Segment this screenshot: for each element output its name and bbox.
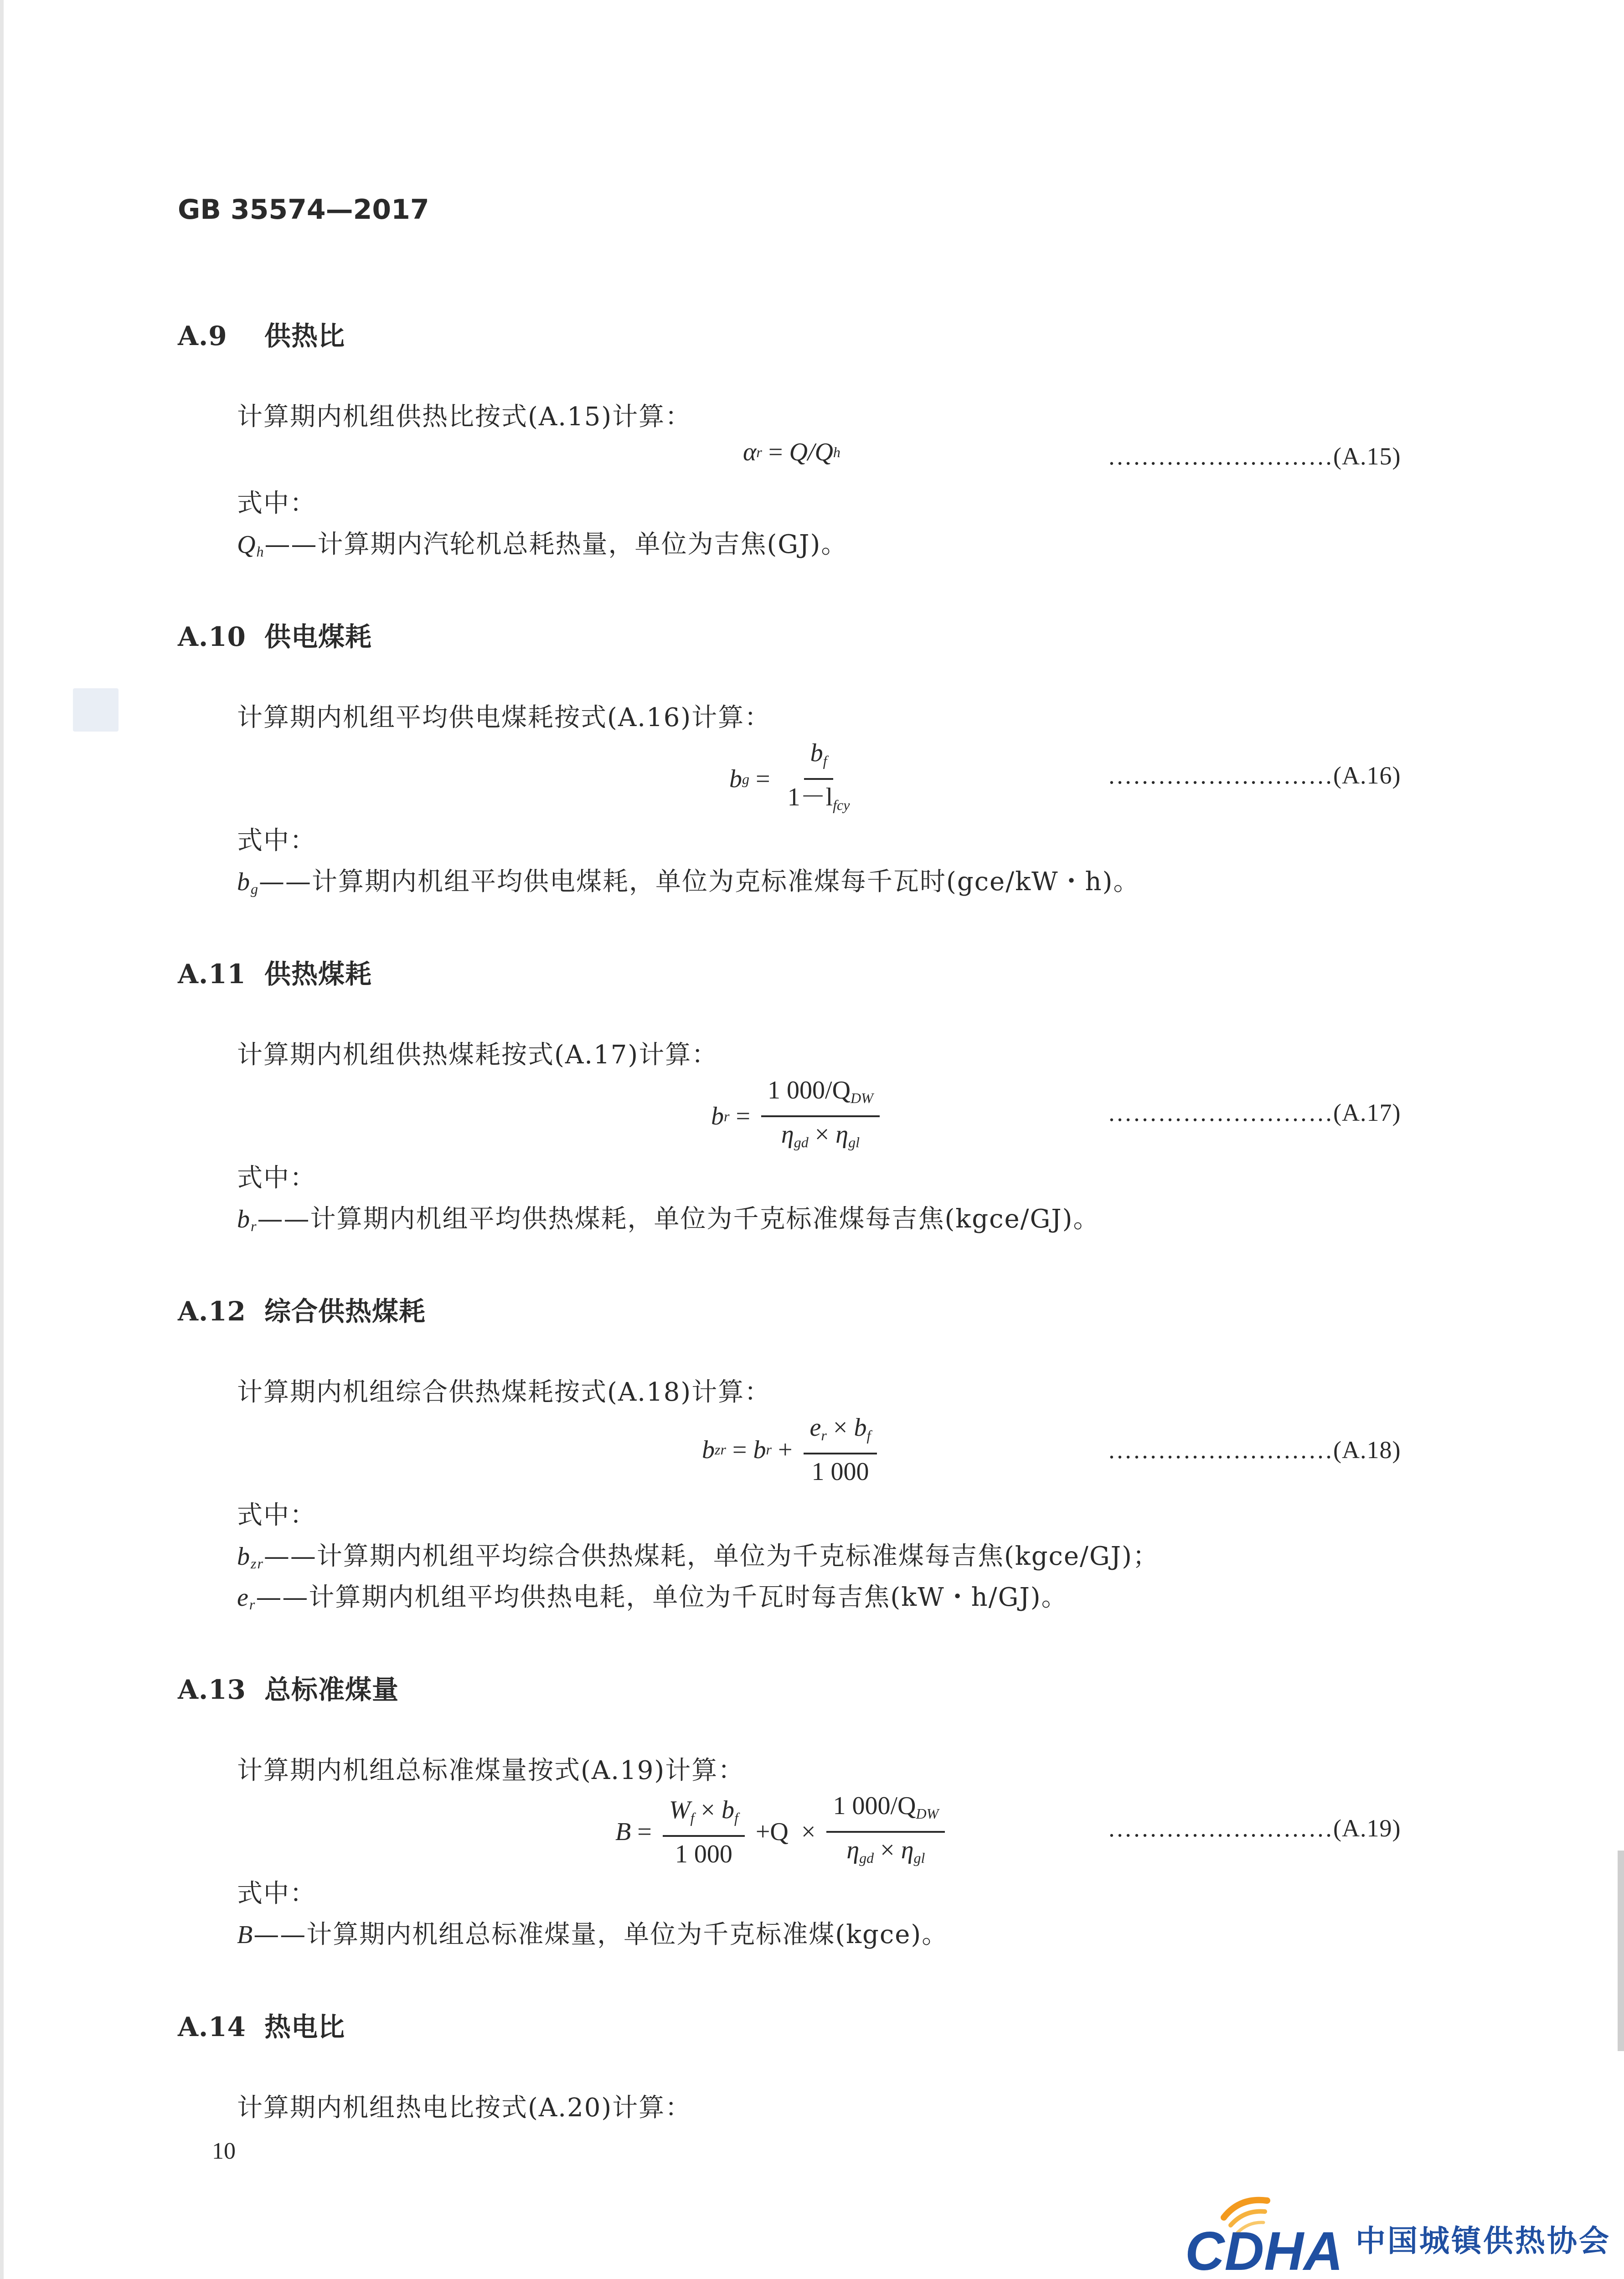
def-symbol: b [237, 1542, 251, 1571]
section-number: A.13 [178, 1674, 246, 1705]
intro-a9: 计算期内机组供热比按式(A.15)计算： [237, 402, 692, 432]
def-symbol: B [237, 1921, 254, 1949]
numerator [804, 1413, 877, 1454]
equation-number-a15: ………………………(A.15) [1108, 443, 1401, 470]
section-heading-a11 [178, 953, 372, 991]
fraction [781, 738, 856, 820]
formula-a17 [711, 1076, 884, 1157]
formula-symbol: B [615, 1818, 631, 1846]
formula-symbol: b [729, 765, 742, 793]
formula-sub: gl [913, 1850, 925, 1866]
plus-sign: + [778, 1435, 793, 1464]
denominator [775, 1117, 866, 1157]
intro-a14: 计算期内机组热电比按式(A.20)计算： [237, 2093, 692, 2123]
intro-a11: 计算期内机组供热煤耗按式(A.17)计算： [237, 1040, 718, 1070]
def-symbol: b [237, 1205, 251, 1233]
where-label: 式中： [237, 1879, 316, 1908]
fraction [826, 1791, 945, 1872]
formula-sub: r [766, 1441, 772, 1458]
times-sign: × [815, 1120, 830, 1149]
formula-symbol: b [753, 1435, 766, 1464]
section-heading-a12 [178, 1290, 426, 1328]
numerator [804, 738, 834, 780]
formula-symbol: e [809, 1413, 821, 1442]
def-symbol-sub: g [251, 881, 259, 897]
times-sign: × [801, 1818, 816, 1846]
formula-symbol: η [846, 1836, 860, 1864]
formula-symbol: b [702, 1435, 715, 1464]
formula-symbol: b [810, 739, 823, 767]
section-heading-a13 [178, 1668, 399, 1707]
def-symbol-sub: h [256, 543, 265, 560]
formula-symbol: b [711, 1102, 724, 1130]
formula-sub: zr [715, 1441, 726, 1458]
page-number: 10 [212, 2138, 236, 2164]
intro-a12: 计算期内机组综合供热煤耗按式(A.18)计算： [237, 1377, 771, 1407]
denominator: 1 000 [811, 1458, 869, 1486]
formula-symbol: Q/Q [789, 438, 833, 466]
formula-sub: f [866, 1427, 871, 1444]
numerator [663, 1795, 745, 1837]
logo-mark: CDHA [1185, 2221, 1343, 2279]
definition-row [237, 1203, 1099, 1242]
def-symbol-sub: r [249, 1596, 256, 1613]
formula-sub: DW [851, 1090, 873, 1106]
equals-sign: = [736, 1102, 751, 1130]
section-title: 热电比 [264, 2011, 345, 2042]
def-symbol: b [237, 868, 251, 896]
numerator [826, 1791, 945, 1833]
def-symbol: e [237, 1583, 249, 1612]
intro-a13: 计算期内机组总标准煤量按式(A.19)计算： [237, 1756, 745, 1785]
formula-symbol: b [854, 1413, 867, 1442]
equals-sign: = [768, 438, 783, 466]
equals-sign: = [732, 1435, 747, 1464]
formula-sub: f [823, 753, 827, 769]
times-sign: × [833, 1413, 848, 1442]
section-title: 供热煤耗 [264, 959, 372, 990]
section-heading-a14 [178, 2006, 345, 2044]
cdha-logo-icon [1181, 2192, 1345, 2279]
formula-sub: f [734, 1809, 738, 1826]
section-number: A.12 [178, 1296, 246, 1327]
equation-number-a17: ………………………(A.17) [1108, 1099, 1401, 1126]
formula-sub: r [756, 443, 762, 460]
formula-sub: gd [794, 1134, 809, 1150]
section-number: A.9 [178, 320, 227, 351]
formula-a15 [743, 438, 840, 467]
formula-symbol: b [721, 1795, 734, 1824]
section-heading-a9 [178, 315, 345, 353]
formula-sub: g [742, 770, 749, 787]
where-label: 式中： [237, 826, 316, 856]
equation-number-a18: ………………………(A.18) [1108, 1436, 1401, 1464]
formula-sub: r [724, 1108, 730, 1124]
formula-symbol: 1－l [787, 783, 833, 811]
page-left-edge [0, 0, 4, 2279]
formula-symbol: 1 000/Q [833, 1792, 916, 1820]
formula-sub: gl [848, 1134, 860, 1150]
definition-row [237, 866, 1139, 905]
times-sign: × [701, 1795, 715, 1824]
formula-symbol: W [669, 1795, 691, 1824]
formula-symbol: η [781, 1120, 794, 1149]
def-text: ——计算期内机组平均综合供热煤耗，单位为千克标准煤每吉焦(kgce/GJ)； [263, 1542, 1159, 1571]
standard-code: GB 35574—2017 [178, 194, 429, 226]
section-number: A.10 [178, 621, 246, 652]
formula-a16 [729, 738, 861, 820]
section-number: A.14 [178, 2011, 246, 2042]
section-title: 供热比 [264, 320, 345, 351]
equation-number-a16: ………………………(A.16) [1108, 762, 1401, 789]
formula-a19 [615, 1791, 949, 1872]
def-text: ——计算期内机组平均供热电耗，单位为千瓦时每吉焦(kW・h/GJ)。 [256, 1583, 1068, 1612]
formula-symbol: α [743, 438, 757, 466]
formula-a18 [702, 1413, 882, 1486]
numerator [761, 1076, 880, 1117]
def-symbol-sub: zr [251, 1555, 264, 1572]
cdha-logo [1181, 2192, 1611, 2279]
where-label: 式中： [237, 1163, 316, 1193]
denominator [840, 1833, 931, 1872]
definition-row [237, 1582, 1068, 1620]
fraction [663, 1795, 745, 1869]
formula-sub: DW [916, 1805, 939, 1822]
formula-sub: f [690, 1809, 695, 1826]
def-text: ——计算期内机组平均供电煤耗，单位为克标准煤每千瓦时(gce/kW・h)。 [259, 867, 1140, 897]
def-text: ——计算期内机组总标准煤量，单位为千克标准煤(kgce)。 [253, 1920, 949, 1949]
equals-sign: = [637, 1818, 652, 1846]
logo-text: 中国城镇供热协会 [1356, 2223, 1611, 2258]
fraction [761, 1076, 880, 1157]
fraction [804, 1413, 877, 1486]
def-text: ——计算期内汽轮机总耗热量，单位为吉焦(GJ)。 [264, 530, 848, 559]
section-heading-a10 [178, 615, 372, 654]
definition-row [237, 1919, 948, 1951]
equals-sign: = [756, 765, 770, 793]
section-title: 总标准煤量 [264, 1674, 399, 1705]
section-number: A.11 [178, 959, 246, 990]
formula-sub: gd [859, 1850, 874, 1866]
formula-sub: h [833, 443, 840, 460]
section-title: 综合供热煤耗 [264, 1296, 426, 1327]
where-label: 式中： [237, 489, 316, 518]
where-label: 式中： [237, 1500, 316, 1530]
formula-symbol: η [901, 1836, 914, 1864]
def-symbol-sub: r [251, 1218, 258, 1234]
formula-symbol: 1 000/Q [768, 1076, 851, 1104]
definition-row [237, 529, 847, 567]
formula-sub: r [821, 1427, 827, 1444]
equation-number-a19: ………………………(A.19) [1108, 1815, 1401, 1842]
bookmark-tab[interactable] [73, 688, 119, 732]
def-text: ——计算期内机组平均供热煤耗，单位为千克标准煤每吉焦(kgce/GJ)。 [257, 1204, 1100, 1234]
def-symbol: Q [237, 531, 257, 559]
denominator [781, 780, 856, 820]
definition-row [237, 1541, 1159, 1579]
formula-sub: fcy [833, 797, 850, 813]
denominator: 1 000 [675, 1840, 732, 1868]
intro-a10: 计算期内机组平均供电煤耗按式(A.16)计算： [237, 703, 771, 732]
plus-sign: +Q [755, 1818, 789, 1846]
formula-symbol: η [835, 1120, 849, 1149]
times-sign: × [880, 1836, 895, 1864]
section-title: 供电煤耗 [264, 621, 372, 652]
page-right-edge [1618, 1851, 1624, 2051]
